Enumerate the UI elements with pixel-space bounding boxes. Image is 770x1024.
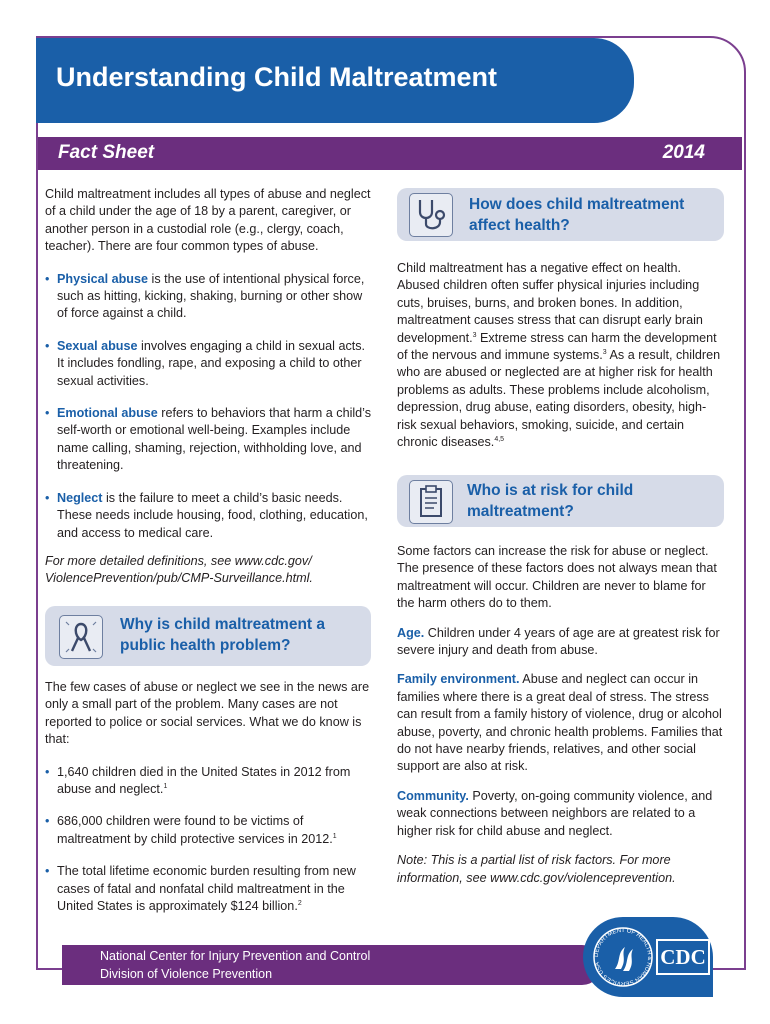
footnote-ref: 3 [602,348,607,356]
factor-term: Community. [397,788,469,803]
type-text: is the failure to meet a child’s basic needs. These needs include housing, food, clothing, education, and access to medical care. [57,490,368,540]
list-item [45,813,375,848]
list-item [45,490,375,542]
question-box-risk [397,475,724,527]
left-column-lower [45,679,375,915]
type-text: involves engaging a child in sexual acts. It includes fondling, rape, and exposing a child to other sexual activities. [57,338,366,388]
risk-factor [397,788,724,840]
more-info-note: For more detailed definitions, see www.cdc.gov/ ViolencePrevention/pub/CMP-Surveillance.html. [45,553,313,586]
list-item [45,863,375,915]
type-term: Emotional abuse [57,406,158,421]
type-term: Neglect [57,490,103,505]
footnote-ref: 3 [472,331,477,339]
title-banner [36,38,634,123]
factor-text: Abuse and neglect can occur in families where there is a great deal of stress. The stress can result from a family history of violence, drug or alcohol abuse, poverty, and chronic health problems. Families that do not have nearby friends, relatives, and other social support are also at risk. [397,672,723,774]
risk-intro: Some factors can increase the risk for abuse or neglect. The presence of these factors does not always mean that maltreatment will occur. Children are never to blame for the harm others do to them. [397,544,717,611]
health-text: As a result, children who are abused or neglected are at higher risk for health problems as adults. These problems include alcoholism, depression, drug abuse, eating disorders, obesity, high-risk sexual behaviors, smoking, suicide, and certain chronic diseases. [397,348,721,450]
question-box-public-health [45,606,371,666]
footer-division-name: Division of Violence Prevention [100,967,273,981]
type-term: Sexual abuse [57,338,138,353]
health-paragraph [397,260,724,451]
footer-center-name: National Center for Injury Prevention and Control [100,949,371,963]
page-title: Understanding Child Maltreatment [56,62,498,92]
factor-text: Poverty, on-going community violence, and weak connections between neighbors are related to a higher risk for child abuse and neglect. [397,788,713,838]
list-item [45,405,375,475]
cdc-logo: CDC [656,939,710,975]
right-column-health [397,260,724,451]
svg-text:DEPARTMENT OF HEALTH & HUMAN S: DEPARTMENT OF HEALTH & HUMAN SERVICES USA [593,927,653,987]
question-title: Why is child maltreatment a public health problem? [120,616,325,654]
health-text: Extreme stress can harm the development of the nervous and immune systems. [397,330,717,363]
question-title: How does child maltreatment affect health? [469,196,685,234]
subtitle-bar [38,137,742,170]
footnote-ref: 1 [332,832,337,840]
fact-sheet-label: Fact Sheet [58,142,155,163]
q1-intro: The few cases of abuse or neglect we see in the news are only a small part of the problem. Many cases are not reported to police or social services. What we do know is that: [45,680,370,747]
ribbon-icon [59,615,103,659]
question-box-health-effects [397,188,724,241]
stat-text: 1,640 children died in the United States in 2012 from abuse and neglect. [57,764,351,797]
list-item [45,764,375,799]
risk-note: Note: This is a partial list of risk factors. For more information, see www.cdc.gov/violenceprevention. [397,853,676,885]
clipboard-icon [409,480,453,524]
factor-text: Children under 4 years of age are at greatest risk for severe injury and death from abuse. [397,625,720,658]
stethoscope-icon [409,193,453,237]
factor-term: Family environment. [397,672,520,687]
stat-text: 686,000 children were found to be victims of maltreatment by child protective services in 2012. [57,814,333,846]
risk-factor [397,671,724,775]
factor-term: Age. [397,625,425,640]
type-text: refers to behaviors that harm a child’s self-worth or emotional well-being. Examples include name calling, shaming, rejection, withholding love, and threatening. [57,406,372,473]
type-text: is the use of intentional physical force, such as hitting, kicking, shaking, burning or other show of force against a child. [57,271,365,321]
footer-bar [62,945,602,985]
logo-area [583,917,713,997]
footnote-ref: 4,5 [494,435,505,443]
left-column [45,186,375,588]
list-item [45,338,375,390]
footnote-ref: 2 [297,899,302,907]
question-title: Who is at risk for child maltreatment? [467,482,634,520]
health-text: Child maltreatment has a negative effect on health. Abused children often suffer physical injuries including cuts, bruises, burns, and broken bones. In addition, maltreatment causes stress that can disrupt early brain development. [397,261,703,345]
right-column-risk [397,543,724,887]
footnote-ref: 1 [163,782,168,790]
risk-factor [397,625,724,660]
list-item [45,271,375,323]
hhs-seal-logo [591,925,655,989]
year-label: 2014 [662,142,705,163]
intro-paragraph: Child maltreatment includes all types of abuse and neglect of a child under the age of 18 by a parent, caregiver, or another person in a custodial role (e.g., clergy, coach, teacher). There are four common types of abuse. [45,187,371,254]
type-term: Physical abuse [57,271,149,286]
stat-text: The total lifetime economic burden resulting from new cases of fatal and nonfatal child maltreatment in the United States is approximately $124 billion. [57,864,356,914]
